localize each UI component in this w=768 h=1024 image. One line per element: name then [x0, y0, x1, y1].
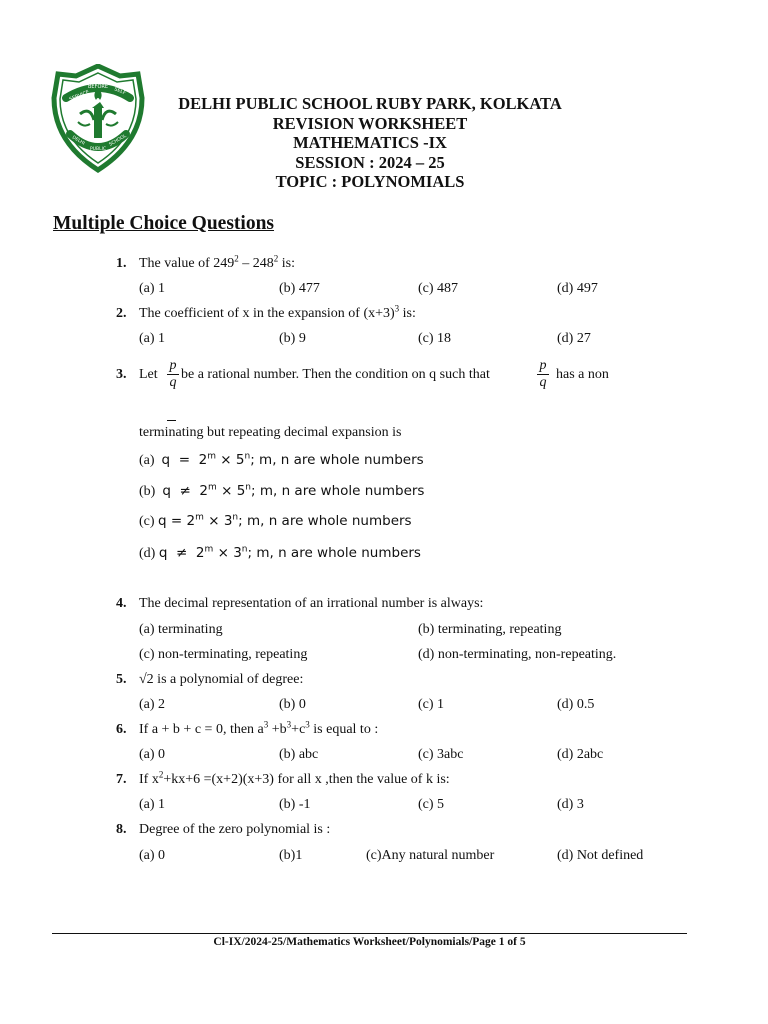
question-number: 4. — [116, 596, 127, 611]
option-c: (c) 18 — [418, 331, 452, 346]
option-a: (a) 0 — [139, 848, 166, 863]
svg-text:SCHOOL: SCHOOL — [108, 133, 128, 148]
footer-divider — [52, 933, 687, 934]
page-footer: Cl-IX/2024-25/Mathematics Worksheet/Polynomials/Page 1 of 5 — [213, 936, 526, 948]
fraction-p-over-q: p q — [536, 358, 550, 391]
question-text: Degree of the zero polynomial is : — [139, 822, 331, 837]
fraction-p-over-q: p q — [166, 358, 180, 391]
option-d: (d) q ≠ 2$^m$ × 3$^n$; m, n are whole numbers — [139, 544, 421, 561]
question-number: 6. — [116, 722, 127, 737]
question-number: 7. — [116, 772, 127, 787]
option-d: (d) 27 — [557, 331, 591, 346]
question-text: The coefficient of x in the expansion of $(x+3)^3$ is: — [139, 303, 416, 321]
option-b: (b) terminating, repeating — [418, 622, 562, 637]
question-text: The decimal representation of an irrational number is always: — [139, 596, 484, 611]
question-number: 1. — [116, 256, 127, 271]
option-b: (b) q ≠ 2$^m$ × 5$^n$; m, n are whole numbers — [139, 482, 425, 499]
option-c: (c) 487 — [418, 281, 459, 296]
worksheet-title: REVISION WORKSHEET — [272, 113, 468, 133]
subject-title: MATHEMATICS -IX — [293, 133, 447, 152]
question-text: If $x^2+kx+6 =(x+2)(x+3)$ for all x ,then the value of k is: — [139, 769, 450, 787]
option-d: (d) 3 — [557, 797, 584, 812]
question-text: If a + b + c = 0, then $a^3 +b^3+c^3$ is equal to : — [139, 719, 379, 737]
session-title: SESSION : 2024 – 25 — [295, 152, 445, 172]
option-a: (a) q = 2$^m$ × 5$^n$; m, n are whole numbers — [139, 451, 424, 468]
question-text-part2: has a non — [556, 367, 609, 382]
question-number: 8. — [116, 822, 127, 837]
option-d: (d) 2abc — [557, 747, 604, 762]
option-c: (c) q = 2$^m$ × 3$^n$; m, n are whole numbers — [139, 512, 412, 529]
svg-text:DELHI: DELHI — [71, 135, 86, 147]
option-b: (b) 477 — [279, 281, 320, 296]
topic-title: TOPIC : POLYNOMIALS — [275, 172, 465, 191]
option-a: (a) 2 — [139, 697, 166, 712]
option-c: (c) non-terminating, repeating — [139, 647, 308, 662]
overbar-mark — [167, 420, 176, 421]
option-d: (d) non-terminating, non-repeating. — [418, 647, 617, 662]
school-name: DELHI PUBLIC SCHOOL RUBY PARK, KOLKATA — [178, 94, 562, 113]
worksheet-header — [150, 94, 590, 192]
svg-text:BEFORE: BEFORE — [88, 84, 109, 90]
option-b: (b)1 — [279, 848, 303, 863]
option-a: (a) 1 — [139, 797, 166, 812]
question-text: √2 is a polynomial of degree: — [139, 672, 304, 687]
option-c: (c)Any natural number — [366, 848, 495, 863]
option-b: (b) -1 — [279, 797, 311, 812]
question-text: The value of $249^2 - 248^2$ is: — [139, 253, 295, 271]
svg-text:SELF: SELF — [113, 86, 127, 97]
option-d: (d) Not defined — [557, 848, 644, 863]
option-b: (b) abc — [279, 747, 319, 762]
school-crest-icon — [50, 64, 146, 174]
svg-text:SERVICE: SERVICE — [68, 89, 91, 103]
option-d: (d) 0.5 — [557, 697, 595, 712]
option-a: (a) 0 — [139, 747, 166, 762]
option-a: (a) terminating — [139, 622, 223, 637]
option-a: (a) 1 — [139, 281, 166, 296]
option-d: (d) 497 — [557, 281, 598, 296]
section-title: Multiple Choice Questions — [53, 213, 275, 234]
option-c: (c) 5 — [418, 797, 445, 812]
option-b: (b) 0 — [279, 697, 306, 712]
question-number: 2. — [116, 306, 127, 321]
school-logo — [50, 64, 146, 174]
question-text-let: Let — [139, 367, 158, 382]
option-b: (b) 9 — [279, 331, 306, 346]
svg-text:PUBLIC: PUBLIC — [90, 147, 107, 152]
question-number: 5. — [116, 672, 127, 687]
question-text-part1: be a rational number. Then the condition on q such that — [181, 367, 490, 382]
option-c: (c) 3abc — [418, 747, 464, 762]
option-a: (a) 1 — [139, 331, 166, 346]
question-text-line2: terminating but repeating decimal expansion is — [139, 425, 402, 440]
question-number: 3. — [116, 367, 127, 382]
option-c: (c) 1 — [418, 697, 445, 712]
